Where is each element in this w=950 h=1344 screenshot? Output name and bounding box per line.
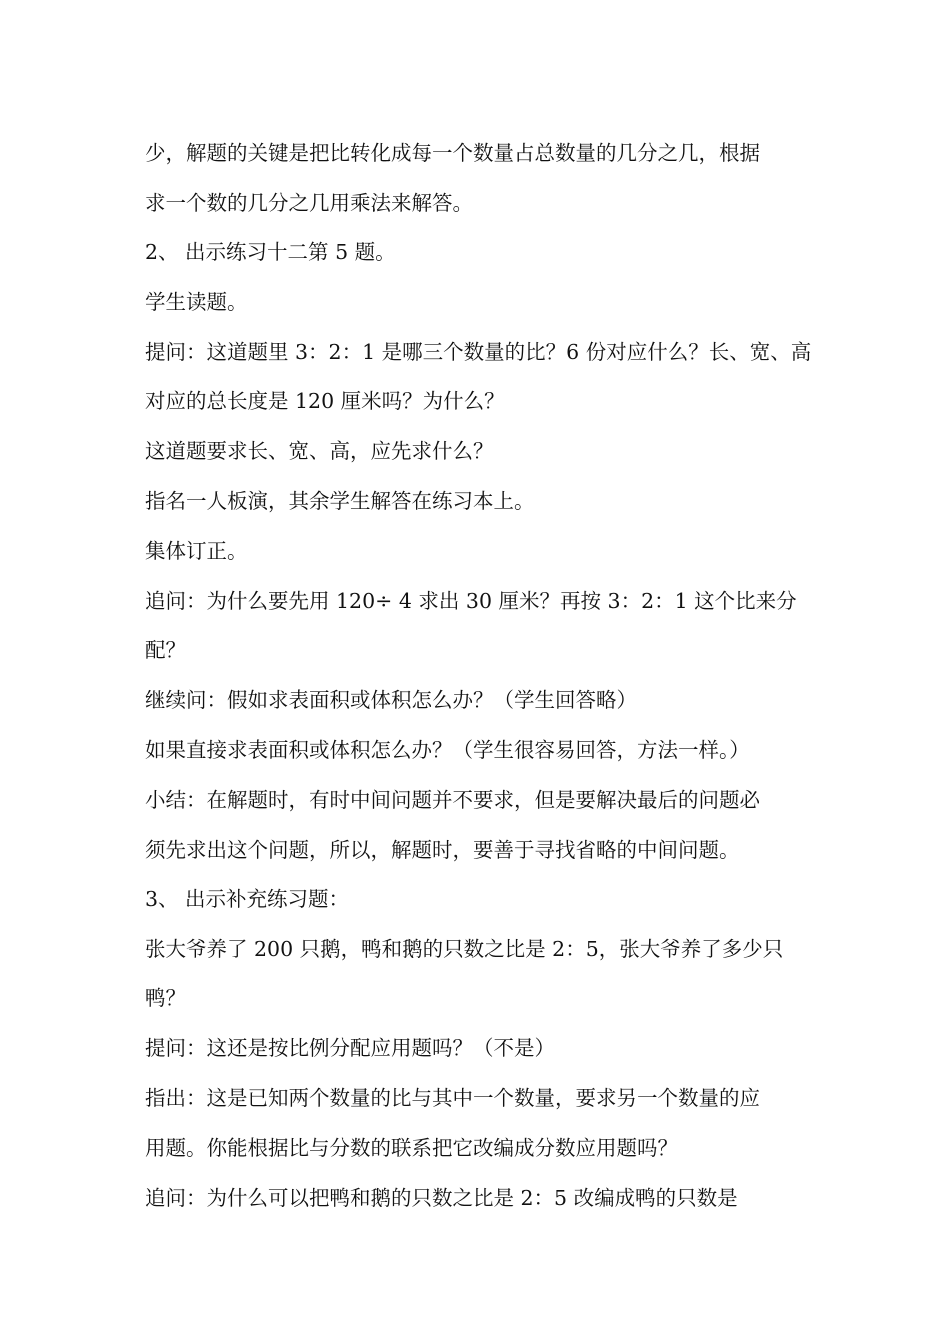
text-line: 须先求出这个问题，所以，解题时，要善于寻找省略的中间问题。 (145, 838, 740, 862)
text-line: 学生读题。 (145, 290, 248, 314)
text-line: 3、 出示补充练习题： (145, 887, 350, 911)
text-line: 用题。你能根据比与分数的联系把它改编成分数应用题吗？ (145, 1136, 678, 1160)
text-line: 指名一人板演，其余学生解答在练习本上。 (145, 489, 535, 513)
text-line: 张大爷养了 200 只鹅，鸭和鹅的只数之比是 2：5，张大爷养了多少只 (145, 937, 784, 961)
text-line: 2、 出示练习十二第 5 题。 (145, 240, 396, 264)
text-line: 鸭？ (145, 986, 186, 1010)
text-line: 追问：为什么要先用 120÷ 4 求出 30 厘米？再按 3：2：1 这个比来分 (145, 589, 797, 613)
text-line: 如果直接求表面积或体积怎么办？（学生很容易回答，方法一样。） (145, 738, 750, 762)
text-line: 指出：这是已知两个数量的比与其中一个数量，要求另一个数量的应 (145, 1086, 760, 1110)
text-line: 追问：为什么可以把鸭和鹅的只数之比是 2：5 改编成鸭的只数是 (145, 1186, 738, 1210)
text-line: 集体订正。 (145, 539, 248, 563)
text-line: 求一个数的几分之几用乘法来解答。 (145, 191, 473, 215)
text-line: 配？ (145, 638, 186, 662)
text-line: 小结：在解题时，有时中间问题并不要求，但是要解决最后的问题必 (145, 788, 760, 812)
text-line: 继续问：假如求表面积或体积怎么办？（学生回答略） (145, 688, 637, 712)
text-line: 提问：这道题里 3：2：1 是哪三个数量的比？6 份对应什么？长、宽、高 (145, 340, 812, 364)
text-line: 对应的总长度是 120 厘米吗？为什么？ (145, 389, 505, 413)
text-line: 提问：这还是按比例分配应用题吗？（不是） (145, 1036, 555, 1060)
text-line: 少，解题的关键是把比转化成每一个数量占总数量的几分之几，根据 (145, 141, 760, 165)
text-line: 这道题要求长、宽、高，应先求什么？ (145, 439, 494, 463)
